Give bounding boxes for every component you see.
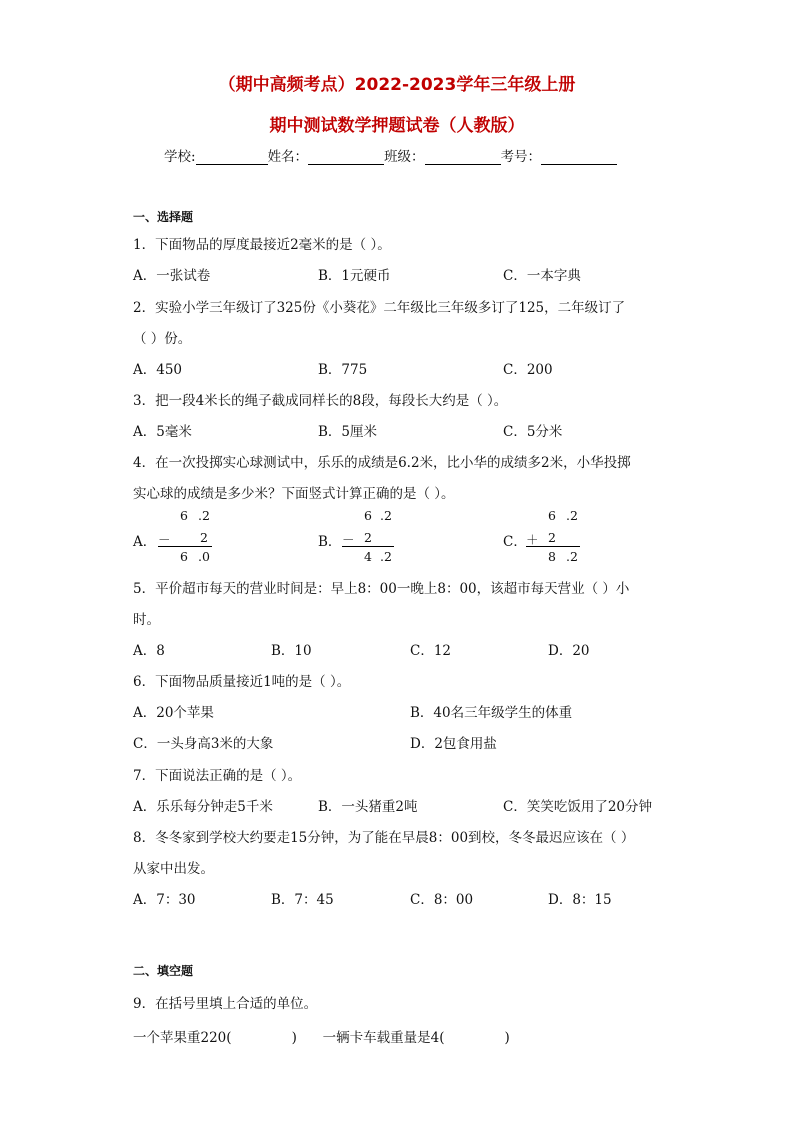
question-7: 7．下面说法正确的是（ ）。	[133, 768, 302, 784]
name-blank[interactable]	[308, 150, 384, 165]
q6-option-d[interactable]: D．2包食用盐	[410, 736, 497, 752]
question-3: 3．把一段4米长的绳子截成同样长的8段，每段长大约是（ ）。	[133, 393, 508, 409]
question-9-blanks[interactable]: 一个苹果重220( ) 一辆卡车载重量是4( )	[133, 1030, 510, 1046]
q8-option-c[interactable]: C．8：00	[410, 892, 474, 908]
calc-a-line	[158, 546, 212, 547]
q5-option-c[interactable]: C．12	[410, 643, 452, 659]
q2-option-a[interactable]: A．450	[133, 362, 183, 378]
q3-option-a[interactable]: A．5毫米	[133, 424, 192, 440]
school-label: 学校:	[164, 149, 196, 165]
q6-option-b[interactable]: B．40名三年级学生的体重	[410, 705, 573, 721]
question-8: 8．冬冬家到学校大约要走15分钟，为了能在早晨8：00到校，冬冬最迟应该在（ ）	[133, 830, 635, 846]
calc-c-res-int: 8	[548, 549, 556, 564]
calc-b-res-int: 4	[364, 549, 372, 564]
calc-c-top-dec: .2	[566, 508, 578, 523]
calc-b-res-dec: .2	[380, 549, 392, 564]
q6-option-c[interactable]: C．一头身高3米的大象	[133, 736, 274, 752]
calc-a-top-int: 6	[180, 508, 188, 523]
calc-c-res-dec: .2	[566, 549, 578, 564]
question-5-cont: 时。	[133, 612, 160, 628]
q4-option-b[interactable]: B．	[318, 534, 342, 550]
question-4: 4．在一次投掷实心球测试中，乐乐的成绩是6.2米，比小华的成绩多2米，小华投掷	[133, 455, 631, 471]
question-9: 9．在括号里填上合适的单位。	[133, 996, 318, 1012]
q3-option-c[interactable]: C．5分米	[503, 424, 563, 440]
name-label: 姓名：	[267, 149, 309, 165]
calc-b-top-dec: .2	[380, 508, 392, 523]
section2-heading: 二、填空题	[133, 964, 194, 978]
q2-option-b[interactable]: B．775	[318, 362, 368, 378]
calc-b-operator: －	[342, 532, 355, 547]
calc-b-mid: 2	[364, 530, 372, 545]
q3-option-b[interactable]: B．5厘米	[318, 424, 378, 440]
calc-a-top-dec: .2	[198, 508, 210, 523]
question-4-cont: 实心球的成绩是多少米？下面竖式计算正确的是（ ）。	[133, 486, 455, 502]
q7-option-c[interactable]: C．笑笑吃饭用了20分钟	[503, 799, 653, 815]
calc-c-line	[526, 546, 580, 547]
class-label: 班级：	[384, 149, 425, 165]
q1-option-b[interactable]: B．1元硬币	[318, 268, 391, 284]
q6-option-a[interactable]: A．20个苹果	[133, 705, 214, 721]
class-blank[interactable]	[425, 150, 501, 165]
q4-option-c[interactable]: C．	[503, 534, 527, 550]
calc-a-mid: 2	[200, 530, 208, 545]
exam-title-line2: 期中测试数学押题试卷（人教版）	[269, 116, 525, 136]
q8-option-d[interactable]: D．8：15	[548, 892, 612, 908]
calc-a-res-dec: .0	[198, 549, 210, 564]
id-label: 考号：	[500, 149, 542, 165]
question-8-cont: 从家中出发。	[133, 861, 214, 877]
q7-option-b[interactable]: B．一头猪重2吨	[318, 799, 418, 815]
q4-option-a[interactable]: A．	[133, 534, 157, 550]
q5-option-d[interactable]: D．20	[548, 643, 590, 659]
q5-option-a[interactable]: A．8	[133, 643, 165, 659]
q7-option-a[interactable]: A．乐乐每分钟走5千米	[133, 799, 273, 815]
question-2: 2．实验小学三年级订了325份《小葵花》二年级比三年级多订了125，二年级订了	[133, 300, 626, 316]
id-blank[interactable]	[541, 150, 617, 165]
q8-option-b[interactable]: B．7：45	[271, 892, 334, 908]
calc-c-mid: 2	[548, 530, 556, 545]
q1-option-a[interactable]: A．一张试卷	[133, 268, 211, 284]
calc-b-line	[342, 546, 394, 547]
question-6: 6．下面物品质量接近1吨的是（ ）。	[133, 674, 351, 690]
question-5: 5．平价超市每天的营业时间是：早上8：00一晚上8：00，该超市每天营业（ ）小	[133, 581, 630, 597]
q8-option-a[interactable]: A．7：30	[133, 892, 196, 908]
calc-a-res-int: 6	[180, 549, 188, 564]
calc-c-operator: ＋	[526, 532, 539, 547]
q5-option-b[interactable]: B．10	[271, 643, 312, 659]
question-1: 1．下面物品的厚度最接近2毫米的是（ ）。	[133, 237, 391, 253]
calc-b-top-int: 6	[364, 508, 372, 523]
calc-a-operator: －	[158, 532, 171, 547]
student-info-row	[164, 145, 617, 165]
exam-title-line1: （期中高频考点）2022-2023学年三年级上册	[218, 75, 576, 95]
school-blank[interactable]	[196, 150, 268, 165]
question-2-cont: （ ）份。	[133, 331, 192, 347]
q1-option-c[interactable]: C．一本字典	[503, 268, 581, 284]
q2-option-c[interactable]: C．200	[503, 362, 553, 378]
calc-c-top-int: 6	[548, 508, 556, 523]
section1-heading: 一、选择题	[133, 210, 194, 224]
